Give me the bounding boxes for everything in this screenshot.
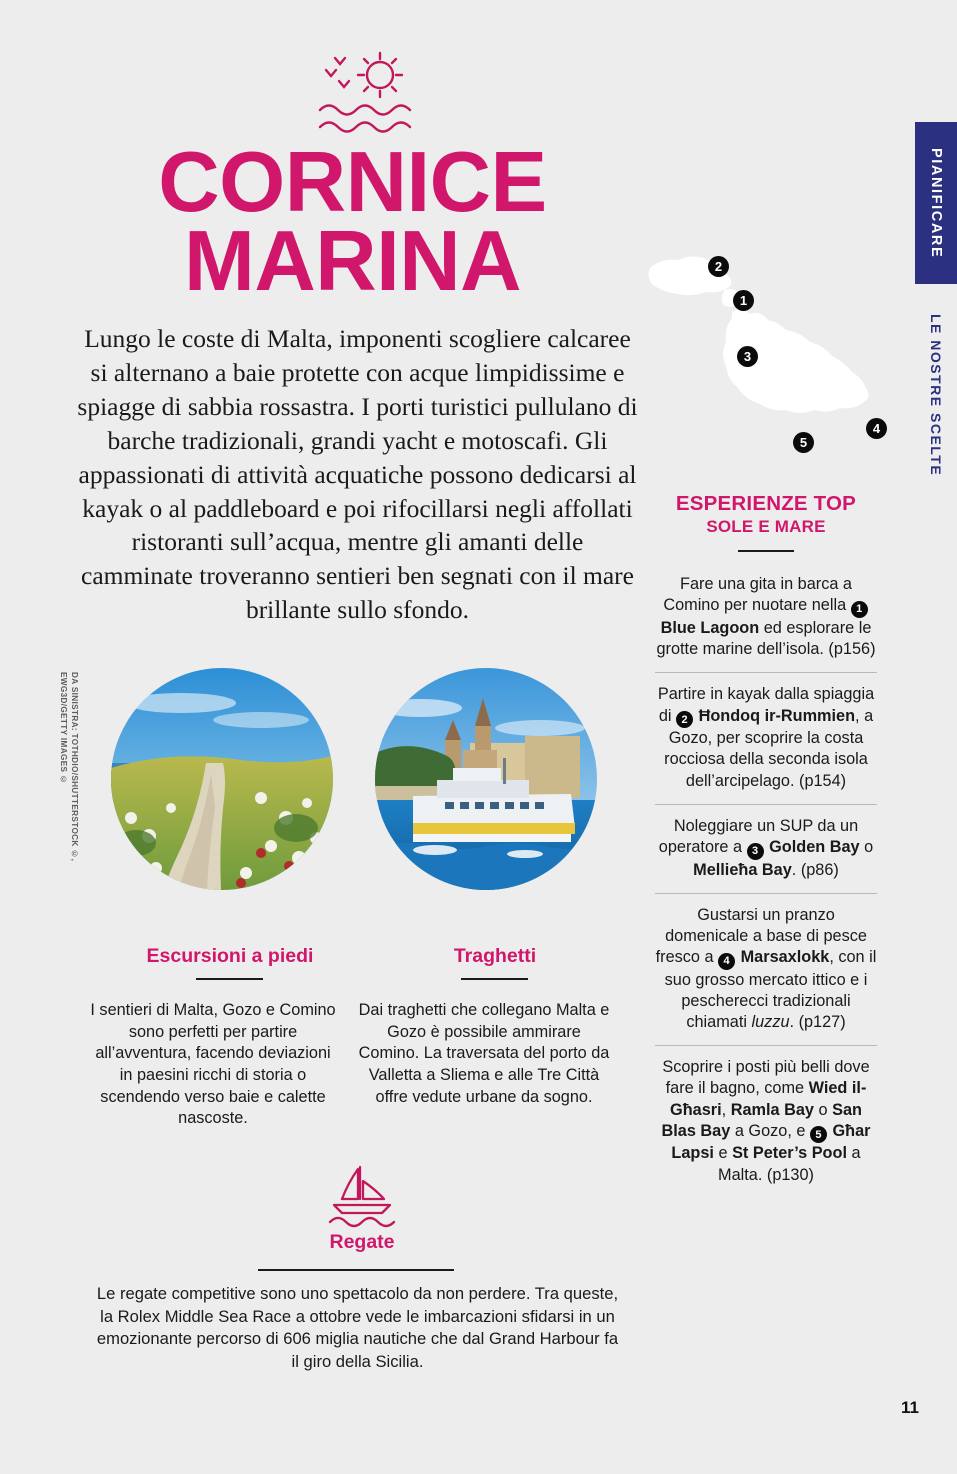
sidebar-item-3-bold: Golden Bay [769,837,860,856]
sun-birds-waves-icon [312,48,422,148]
sidebar-item-3-mid: o [859,837,874,856]
sidebar-item-1-pre: Fare una gita in barca a Comino per nuotare nella [663,575,852,615]
sidebar-item-5-mid3: a Gozo, e [730,1121,810,1140]
sidebar-item-2-pre: Partire in kayak dalla spiaggia di [657,685,875,725]
sidebar-item-4-tail: . (p127) [789,1013,846,1032]
sidebar-item-3-post: . (p86) [791,860,839,879]
map-marker-4[interactable]: 4 [866,418,887,439]
sidebar-item-5-bold2: Ramla Bay [730,1100,814,1119]
side-tab-le-nostre-scelte-label: LE NOSTRE SCELTE [928,313,944,477]
coastal-hiking-path-photo [111,668,333,890]
sidebar-item-2-bold: Ħondoq ir-Rummien [698,706,856,725]
sidebar-item-5-bold: Wied il-Għasri [670,1079,867,1119]
sidebar-item-5-mid2: o [813,1100,833,1119]
page-title-line1: CORNICE [158,135,547,230]
sidebar-item-3-pre: Noleggiare un SUP da un operatore a [658,816,859,856]
sidebar-title: ESPERIENZE TOP [675,492,857,515]
sidebar-item-4-italic: luzzu [751,1013,790,1032]
map-marker-1[interactable]: 1 [733,290,754,311]
side-tab-pianificare[interactable] [915,122,957,284]
map-marker-2[interactable]: 2 [708,256,729,277]
side-tab-le-nostre-scelte[interactable] [915,290,957,500]
sidebar-item-5-bold3: San Blas Bay [661,1100,862,1140]
sidebar-item-1-post: ed esplorare le grotte marine dell’isola. (p156) [656,619,876,659]
ferry-harbour-photo [375,668,597,890]
feature-photos [95,668,640,938]
sailboat-waves-icon [312,1165,412,1231]
page-title-line2: MARINA [184,214,521,310]
sidebar-item-4-number: 4 [718,953,735,970]
sidebar-item-1-number: 1 [851,601,868,618]
regate-title: Regate [329,1231,395,1253]
sidebar-item-5-bold4: Għar Lapsi [671,1121,871,1163]
sidebar-subtitle: SOLE E MARE [706,517,826,537]
photo-credit: DA SINISTRA: TOTHDIO/SHUTTERSTOCK ©, EWG3D/GETTY IMAGES © [59,672,80,862]
sidebar-item-5-post: a Malta. (p130) [718,1144,861,1184]
malta-islands-shape [648,228,898,473]
sidebar-item-4-pre: Gustarsi un pranzo domenicale a base di pesce fresco a [655,905,867,967]
sidebar-item-5-bold5: St Peter’s Pool [732,1144,847,1163]
sidebar-heading-rule [738,550,794,552]
sidebar-item-3-number: 3 [747,843,764,860]
sidebar-item-5-mid4: e [713,1144,733,1163]
intro-paragraph: Lungo le coste di Malta, imponenti scogliere calcaree si alternano a baie protette con acque limpidissime e spiagge di sabbia rossastra. I porti turistici pullulano di barche tradizionali, grandi yacht e motoscafi. Gli appassionati di attività acquatiche possono dedicarsi al kayak o al paddleboard e poi rifocillarsi negli affollati ristoranti sull’acqua, mentre gli amanti delle camminate troveranno sentieri ben segnati con il mare brillante sullo sfondo. [77,324,638,625]
sidebar-item-5-mid: , [721,1100,731,1119]
side-tab-pianificare-label: PIANIFICARE [928,147,944,259]
sidebar-item-2-number: 2 [676,711,693,728]
sidebar-item-4-post: , con il suo grosso mercato ittico e i pescherecci tradizionali chiamati [664,948,877,1032]
sidebar-item-2-post: , a Gozo, per scoprire la costa rocciosa della seconda isola dell’arcipelago. (p154) [664,706,874,790]
sidebar-item-5-pre: Scoprire i posti più belli dove fare il bagno, come [662,1058,870,1098]
regate-body: Le regate competitive sono uno spettacolo da non perdere. Tra queste, la Rolex Middle Sea Race a ottobre vede le imbarcazioni sfidarsi in un emozionante percorso di 606 miglia nautiche che dal Grand Harbour fa il giro della Sicilia. [96,1284,619,1371]
regate-rule [258,1269,454,1271]
feature-title-traghetti: Traghetti [453,945,537,967]
feature-body-escursioni: I sentieri di Malta, Gozo e Comino sono perfetti per partire all’avventura, facendo deviazioni in paesini ricchi di storia o scendendo verso baie e calette nascoste. [90,1001,336,1128]
sidebar-item-1 [655,563,877,672]
sidebar-item-2 [655,672,877,803]
sidebar-item-1-bold: Blue Lagoon [660,619,760,638]
map-marker-3[interactable]: 3 [737,346,758,367]
sidebar-item-4 [655,893,877,1046]
feature-rule-traghetti [461,978,528,980]
sidebar-item-3 [655,804,877,893]
esperienze-top-sidebar [655,492,877,1198]
page-number: 11 [901,1398,919,1417]
feature-title-escursioni: Escursioni a piedi [146,945,314,967]
sidebar-item-3-bold2: Mellieħa Bay [693,860,792,879]
malta-locator-map [648,228,898,473]
sidebar-item-5-number: 5 [810,1126,827,1143]
feature-body-traghetti: Dai traghetti che collegano Malta e Gozo è possibile ammirare Comino. La traversata del porto da Valletta a Sliema e alle Tre Città offre vedute urbane da sogno. [358,1001,610,1106]
sidebar-item-4-bold: Marsaxlokk [740,948,830,967]
map-marker-5[interactable]: 5 [793,432,814,453]
page-title [80,135,625,310]
sidebar-item-5 [655,1045,877,1198]
feature-rule-escursioni [196,978,263,980]
